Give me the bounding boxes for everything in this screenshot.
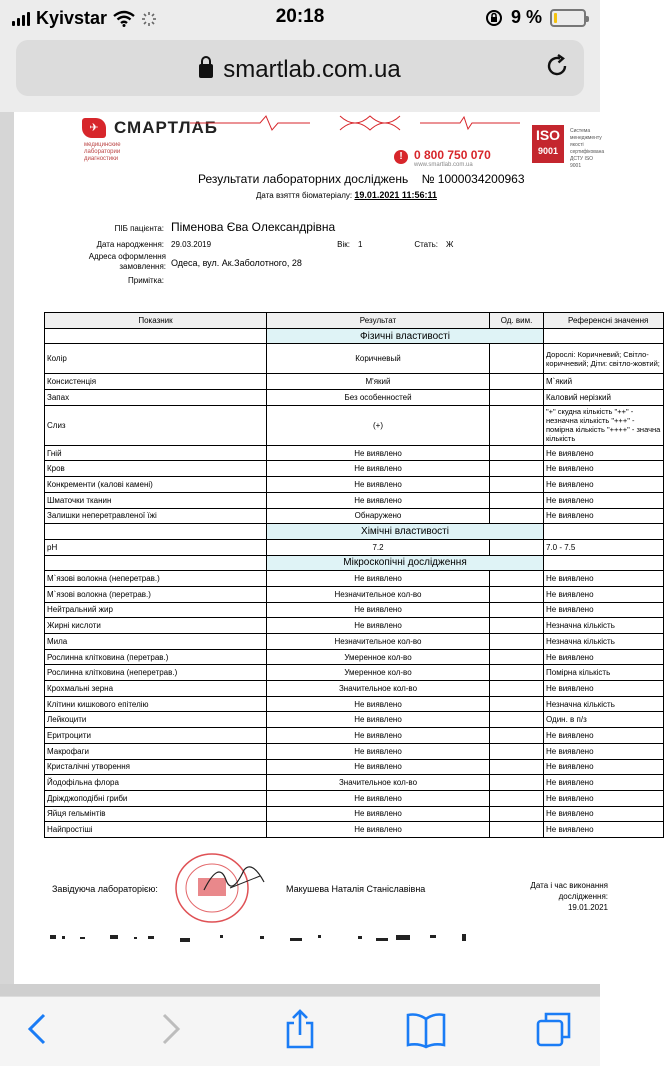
cell-result: Обнаружено [267,508,490,524]
sex-value: Ж [446,240,454,249]
battery-percent: 9 % [510,7,542,27]
cell-unit [490,822,544,838]
table-row [45,775,664,791]
cell-indicator: Гній [45,445,267,461]
lab-logo-icon: ✈ [82,118,106,138]
cell-reference: 7.0 - 7.5 [544,539,664,555]
cell-unit [490,743,544,759]
cell-result: Не виявлено [267,618,490,634]
cell-indicator: pH [45,539,267,555]
table-row [45,374,664,390]
cell-result: Не виявлено [267,445,490,461]
cell-indicator: Дріжджоподібні гриби [45,790,267,806]
cell-result: Без особенностей [267,390,490,406]
cell-result: Умеренное кол-во [267,665,490,681]
cell-reference: Не виявлено [544,508,664,524]
cell-indicator: Консистенція [45,374,267,390]
cell-reference: Не виявлено [544,790,664,806]
cell-unit [490,806,544,822]
cell-unit [490,445,544,461]
cell-result: Не виявлено [267,712,490,728]
cell-result: Не виявлено [267,602,490,618]
header-indicator: Показник [45,313,267,329]
patient-name: Піменова Єва Олександрівна [171,220,336,234]
cell-indicator: Рослинна клітковина (неперетрав.) [45,665,267,681]
cell-indicator: Рослинна клітковина (перетрав.) [45,649,267,665]
section-title: Хімічні властивості [267,524,544,540]
results-body [45,328,664,837]
table-row [45,508,664,524]
cell-reference: М`який [544,374,664,390]
cell-reference: "+" скудна кількість "++" - незначна кількість "+++" - помірна кількість "++++" - значна кількість [544,405,664,445]
note-label: Примітка: [128,276,164,285]
cell-reference: Не виявлено [544,649,664,665]
lab-tagline: медицинские лаборатории диагностики [84,142,121,162]
address-label: Адреса оформлення замовлення: [88,252,166,271]
lab-site: www.smartlab.com.ua [414,162,473,168]
cell-unit [490,665,544,681]
cell-indicator: Залишки неперетравленої їжі [45,508,267,524]
table-row [45,759,664,775]
head-name: Макушева Наталія Станіславівна [286,884,426,894]
cell-unit [490,634,544,650]
lab-brand-name: СМАРТЛАБ [114,118,218,137]
cell-indicator: Крохмальні зерна [45,681,267,697]
table-row [45,618,664,634]
cell-result: Незначительное кол-во [267,634,490,650]
cell-result: Не виявлено [267,571,490,587]
cell-result: (+) [267,405,490,445]
cell-indicator: Запах [45,390,267,406]
cell-indicator: Слиз [45,405,267,445]
cell-result: Не виявлено [267,728,490,744]
cell-indicator: Яйця гельмінтів [45,806,267,822]
cell-reference: Не виявлено [544,806,664,822]
lock-icon [199,64,213,78]
cell-reference: Не виявлено [544,586,664,602]
carrier-name: Kyivstar [36,8,108,28]
cell-reference: Дорослі: Коричневий; Світло-коричневий; Діти: світло-жовтий; [544,344,664,374]
cell-result: Значительное кол-во [267,775,490,791]
cell-unit [490,374,544,390]
table-row [45,806,664,822]
cell-unit [490,390,544,406]
cell-unit [490,649,544,665]
cell-result: Не виявлено [267,477,490,493]
dob-value: 29.03.2019 [171,240,212,249]
section-title: Мікроскопічні дослідження [267,555,544,571]
cell-indicator: Жирні кислоти [45,618,267,634]
cell-result: Незначительное кол-во [267,586,490,602]
cell-result: Не виявлено [267,806,490,822]
cell-unit [490,759,544,775]
cell-indicator: Найпростіші [45,822,267,838]
table-row [45,344,664,374]
cell-result: Не виявлено [267,743,490,759]
section-spacer [544,328,664,344]
cell-unit [490,571,544,587]
cell-indicator: Конкременти (калові камені) [45,477,267,493]
section-title: Фізичні властивості [267,328,544,344]
header-result: Результат [267,313,490,329]
table-row [45,743,664,759]
cell-unit [490,681,544,697]
cell-indicator: Мила [45,634,267,650]
sex-label: Стать: [414,240,438,249]
address-bar[interactable] [16,40,584,96]
cell-unit [490,618,544,634]
cell-reference: Не виявлено [544,602,664,618]
document-title: Результати лабораторних досліджень № 1000034200963 [198,172,525,186]
address-bar-area [0,36,600,112]
section-spacer [45,555,267,571]
section-spacer [45,524,267,540]
cell-unit [490,790,544,806]
section-row [45,524,664,540]
table-row [45,390,664,406]
cell-reference: Не виявлено [544,775,664,791]
cell-result: Не виявлено [267,492,490,508]
cell-unit [490,586,544,602]
page-shadow-left [0,112,14,984]
results-table [44,312,664,838]
cell-result: 7.2 [267,539,490,555]
table-row [45,492,664,508]
table-row [45,790,664,806]
url-display[interactable] [16,56,584,84]
cell-unit [490,712,544,728]
section-spacer [544,524,664,540]
cell-reference: Не виявлено [544,492,664,508]
cell-result: Значительное кол-во [267,681,490,697]
cell-indicator: М`язові волокна (перетрав.) [45,586,267,602]
bookmarks-icon[interactable] [406,1009,446,1049]
cell-reference: Не виявлено [544,759,664,775]
forward-icon[interactable] [150,1009,190,1049]
battery-info [485,7,586,28]
cell-result: Не виявлено [267,759,490,775]
table-row [45,665,664,681]
cell-reference: Незначна кількість [544,618,664,634]
lab-stamp-icon [164,850,274,928]
cell-unit [490,461,544,477]
cell-reference: Не виявлено [544,681,664,697]
section-row [45,555,664,571]
share-icon[interactable] [280,1009,320,1049]
cell-result: Не виявлено [267,461,490,477]
cell-indicator: Кров [45,461,267,477]
cell-result: М'який [267,374,490,390]
table-row [45,822,664,838]
cell-unit [490,696,544,712]
head-label: Завідуюча лабораторією: [52,884,158,894]
section-spacer [45,328,267,344]
table-row [45,461,664,477]
age-label: Вік: [337,240,350,249]
header-unit: Од. вим. [490,313,544,329]
blurred-footer-text [50,930,490,944]
cell-result: Умеренное кол-во [267,649,490,665]
table-row [45,728,664,744]
section-row [45,328,664,344]
table-header-row [45,313,664,329]
cell-indicator: Еритроцити [45,728,267,744]
cell-reference: Незначна кількість [544,696,664,712]
table-row [45,586,664,602]
table-row [45,649,664,665]
address-value: Одеса, вул. Ак.Заболотного, 28 [171,258,302,268]
cell-result: Не виявлено [267,822,490,838]
cell-reference: Незначна кількість [544,634,664,650]
cell-reference: Не виявлено [544,477,664,493]
table-row [45,634,664,650]
reload-icon[interactable] [544,53,570,79]
cell-indicator: Йодофільна флора [45,775,267,791]
cell-indicator: Нейтральний жир [45,602,267,618]
cell-unit [490,602,544,618]
cell-reference: Помірна кількість [544,665,664,681]
phone-icon: ! [394,150,408,164]
table-row [45,405,664,445]
table-row [45,477,664,493]
section-spacer [544,555,664,571]
page-shadow-bottom [0,984,600,996]
lab-phone[interactable]: ! 0 800 750 070 [394,148,491,164]
cell-indicator: М`язові волокна (неперетрав.) [45,571,267,587]
back-icon[interactable] [18,1009,58,1049]
age-value: 1 [358,240,363,249]
table-row [45,602,664,618]
dob-label: Дата народження: [96,240,164,249]
table-row [45,571,664,587]
cell-result: Не виявлено [267,790,490,806]
table-row [45,681,664,697]
cell-reference: Один. в п/з [544,712,664,728]
cell-indicator: Лейкоцити [45,712,267,728]
cell-indicator: Колір [45,344,267,374]
cell-unit [490,344,544,374]
table-row [45,712,664,728]
cell-indicator: Макрофаги [45,743,267,759]
header-reference: Референсні значення [544,313,664,329]
sample-date: Дата взяття біоматеріалу: 19.01.2021 11:56:11 [256,190,437,200]
cell-unit [490,775,544,791]
cell-indicator: Шматочки тканин [45,492,267,508]
cell-result: Коричневый [267,344,490,374]
orientation-lock-icon [485,9,503,27]
tabs-icon[interactable] [534,1009,574,1049]
iso-badge: ISO 9001 [532,125,564,163]
execution-date: Дата і час виконання дослідження: 19.01.2021 [530,881,608,912]
iso-note: Система менеджменту якості сертифікована ДСТУ ISO 9001 [570,128,605,169]
cell-reference: Не виявлено [544,728,664,744]
cell-reference: Каловий нерізкий [544,390,664,406]
browser-toolbar [0,996,600,1066]
url-text: smartlab.com.ua [223,56,401,83]
cell-reference: Не виявлено [544,743,664,759]
dna-decoration-icon [190,112,520,134]
cell-reference: Не виявлено [544,822,664,838]
table-row [45,445,664,461]
status-bar [0,0,600,36]
cell-unit [490,728,544,744]
cell-indicator: Клітини кишкового епітелію [45,696,267,712]
cell-indicator: Кристалічні утворення [45,759,267,775]
cell-unit [490,477,544,493]
cell-unit [490,539,544,555]
cell-result: Не виявлено [267,696,490,712]
cell-reference: Не виявлено [544,571,664,587]
battery-icon [550,9,586,27]
cell-reference: Не виявлено [544,445,664,461]
cell-reference: Не виявлено [544,461,664,477]
cell-unit [490,492,544,508]
clock: 20:18 [275,6,325,27]
patient-name-label: ПІБ пацієнта: [114,224,164,233]
table-row [45,696,664,712]
table-row [45,539,664,555]
cell-unit [490,405,544,445]
cell-unit [490,508,544,524]
